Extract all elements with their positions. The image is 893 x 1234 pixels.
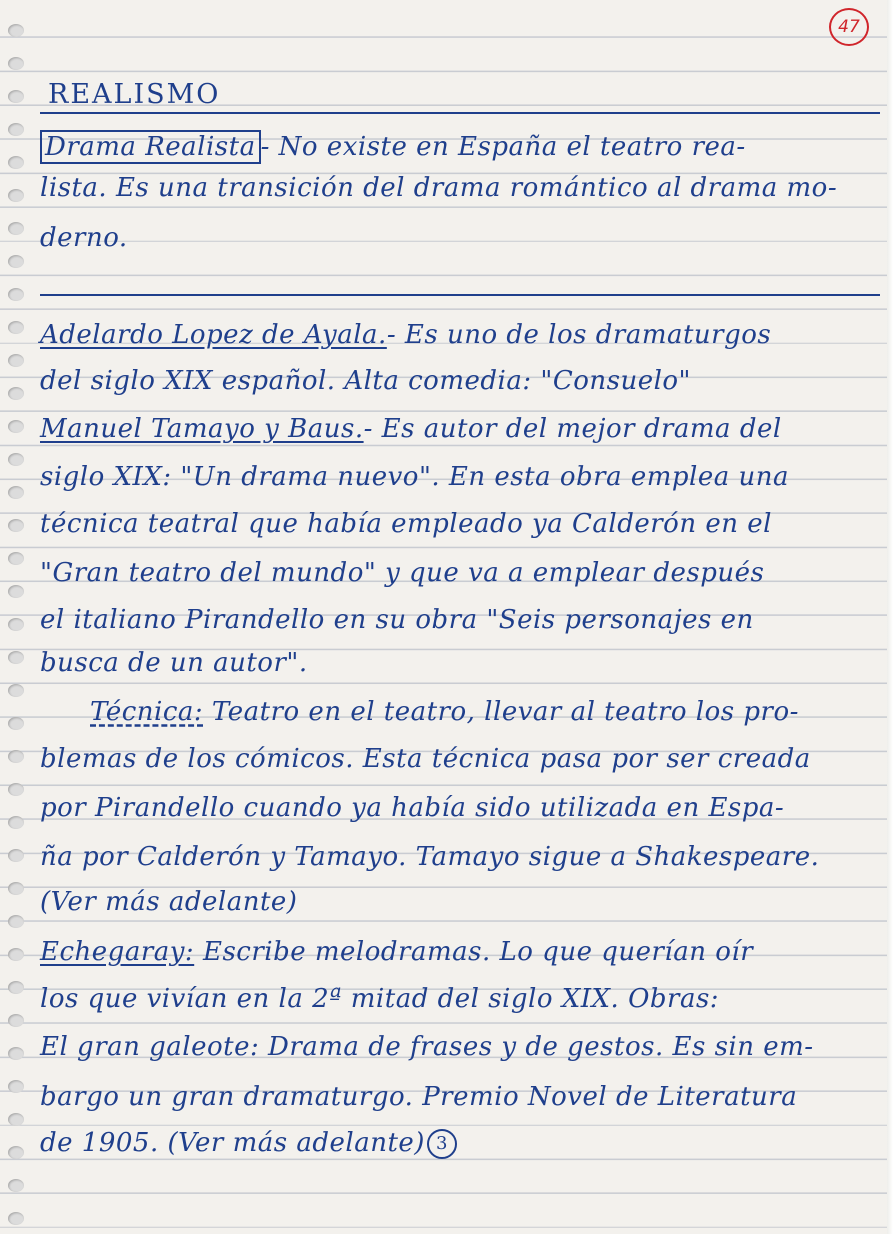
binder-hole <box>8 255 24 268</box>
binder-hole <box>8 189 24 202</box>
binder-hole <box>8 354 24 367</box>
section-divider <box>40 294 880 296</box>
text-line: por Pirandello cuando ya había sido utilizada en Espa- <box>40 793 785 823</box>
text-line <box>90 695 799 729</box>
text-line <box>40 318 771 352</box>
binder-hole <box>8 915 24 928</box>
binder-hole <box>8 1146 24 1159</box>
binder-hole <box>8 849 24 862</box>
text-fragment: - Es autor del mejor drama del <box>363 414 782 444</box>
binder-hole <box>8 1080 24 1093</box>
binder-hole <box>8 552 24 565</box>
binder-hole <box>8 684 24 697</box>
text-line: el italiano Pirandello en su obra "Seis personajes en <box>40 605 754 635</box>
binder-hole <box>8 24 24 37</box>
page-edge <box>887 0 893 1234</box>
binder-hole <box>8 1047 24 1060</box>
binder-hole <box>8 519 24 532</box>
binder-hole <box>8 1179 24 1192</box>
binder-hole <box>8 1014 24 1027</box>
text-fragment: - Es uno de los dramaturgos <box>386 320 772 350</box>
text-line <box>40 412 782 446</box>
binder-hole <box>8 486 24 499</box>
text-line: siglo XIX: "Un drama nuevo". En esta obra emplea una <box>40 462 789 492</box>
binder-hole <box>8 618 24 631</box>
text-line: derno. <box>40 223 128 253</box>
binder-hole <box>8 222 24 235</box>
text-line <box>40 1126 457 1160</box>
author-name-ayala: Adelardo Lopez de Ayala. <box>40 320 387 350</box>
binder-hole <box>8 585 24 598</box>
text-line: busca de un autor". <box>40 648 308 678</box>
binder-hole <box>8 288 24 301</box>
text-line <box>40 130 746 164</box>
binder-hole <box>8 948 24 961</box>
author-name-tamayo: Manuel Tamayo y Baus. <box>40 414 364 444</box>
binder-hole <box>8 1113 24 1126</box>
binder-hole <box>8 420 24 433</box>
tecnica-label: Técnica: <box>90 697 204 727</box>
text-fragment: de 1905. (Ver más adelante) <box>40 1128 425 1158</box>
text-line: lista. Es una transición del drama romántico al drama mo- <box>40 173 838 203</box>
binder-hole <box>8 156 24 169</box>
text-line: ña por Calderón y Tamayo. Tamayo sigue a Shakespeare. <box>40 842 820 872</box>
binder-hole <box>8 57 24 70</box>
drama-realista-label: Drama Realista <box>40 130 261 164</box>
text-line: bargo un gran dramaturgo. Premio Novel de Literatura <box>40 1082 798 1112</box>
text-line: técnica teatral que había empleado ya Calderón en el <box>40 509 772 539</box>
text-line: blemas de los cómicos. Esta técnica pasa por ser creada <box>40 744 811 774</box>
binder-hole <box>8 321 24 334</box>
binder-hole <box>8 816 24 829</box>
author-name-echegaray: Echegaray: <box>40 937 195 967</box>
text-fragment: Teatro en el teatro, llevar al teatro los pro- <box>203 697 799 727</box>
text-line: "Gran teatro del mundo" y que va a emplear después <box>40 558 765 588</box>
binder-hole <box>8 981 24 994</box>
binder-hole <box>8 750 24 763</box>
text-line: del siglo XIX español. Alta comedia: "Consuelo" <box>40 366 692 396</box>
section-heading: REALISMO <box>48 79 221 110</box>
binder-hole <box>8 651 24 664</box>
binder-hole <box>8 90 24 103</box>
binder-hole <box>8 123 24 136</box>
binder-hole <box>8 387 24 400</box>
binder-hole <box>8 1212 24 1225</box>
text-line: El gran galeote: Drama de frases y de gestos. Es sin em- <box>40 1032 814 1062</box>
page-number: 47 <box>829 8 869 46</box>
text-fragment: Escribe melodramas. Lo que querían oír <box>194 937 754 967</box>
binder-hole <box>8 783 24 796</box>
binder-hole <box>8 453 24 466</box>
text-line: los que vivían en la 2ª mitad del siglo XIX. Obras: <box>40 984 720 1014</box>
binder-hole <box>8 882 24 895</box>
circled-note-mark: 3 <box>427 1129 457 1159</box>
text-fragment: - No existe en España el teatro rea- <box>260 132 746 162</box>
binder-hole <box>8 717 24 730</box>
text-line <box>40 935 753 969</box>
heading-rule <box>40 112 880 114</box>
text-line: (Ver más adelante) <box>40 887 298 917</box>
